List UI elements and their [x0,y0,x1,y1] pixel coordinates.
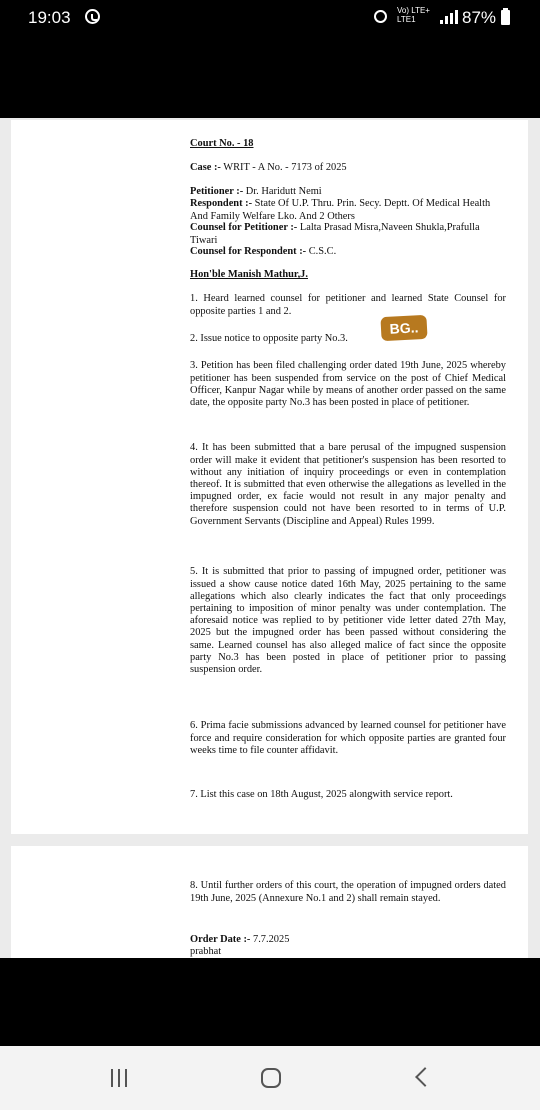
judge-name: Hon'ble Manish Mathur,J. [190,269,308,281]
bottom-black-area [0,958,540,1046]
paragraph-6: 6. Prima facie submissions advanced by learned counsel for petitioner have force and require consideration for which opposite parties are granted four weeks time to file counter affidavit. [190,720,506,756]
alarm-icon [374,10,387,23]
case-value: WRIT - A No. - 7173 of 2025 [223,162,347,174]
document-page-1 [11,120,528,834]
counsel-petitioner-value: Lalta Prasad Misra,Naveen Shukla,Prafulla Tiwari [190,222,480,246]
case-line [190,162,506,174]
petitioner-line [190,186,506,198]
paragraph-2: 2. Issue notice to opposite party No.3. [190,333,348,345]
paragraph-5: 5. It is submitted that prior to passing of impugned order, petitioner was issued a show cause notice dated 16th May, 2025 pertaining to the same allegations which also clearly indicates the fact that only proceedings pertaining to imposition of minor penalty was under contemplation. The aforesaid notice was replied to by petitioner vide letter dated 27th May, 2025 but the impugned order has been passed without considering the same. Learned counsel has also alleged malice of fact since the opposite party No.3 has been posted in place of petitioner prior to passing suspension order. [190,566,506,676]
petitioner-value: Dr. Haridutt Nemi [245,186,322,198]
order-date-line [190,934,506,946]
order-date-label: Order Date :- [190,934,251,946]
paragraph-1: 1. Heard learned counsel for petitioner and learned State Counsel for opposite parties 1 and 2. [190,293,506,317]
paragraph-8: 8. Until further orders of this court, the operation of impugned orders dated 19th June, 2025 (Annexure No.1 and 2) shall remain stayed. [190,880,506,904]
counsel-petitioner-line [190,222,506,246]
home-icon[interactable] [261,1068,281,1088]
respondent-line [190,198,506,222]
bg-stamp: BG.. [380,315,427,341]
paragraph-4: 4. It has been submitted that a bare perusal of the impugned suspension order will make it evident that petitioner's suspension has been resorted to without any initiation of inquiry proceedings or even in contemplation thereof. It is submitted that even otherwise the allegations as levelled in the impugned order, ex facie would not result in any major penalty and therefore suspension could not have been resorted to in terms of U.P. Government Servants (Discipline and Appeal) Rules 1999. [190,442,506,527]
counsel-respondent-line [190,246,506,258]
order-date-value: 7.7.2025 [253,934,290,946]
respondent-value: State Of U.P. Thru. Prin. Secy. Deptt. Of Medical Health And Family Welfare Lko. And 2 Others [190,198,491,222]
navigation-bar [0,1046,540,1110]
network-label: Vo) LTE+ LTE1 [397,6,430,24]
back-icon[interactable] [415,1067,435,1087]
battery-icon [501,10,510,25]
whatsapp-icon [85,9,100,24]
signal-icon [440,10,458,24]
case-label: Case :- [190,162,221,174]
recent-apps-icon[interactable] [111,1069,129,1087]
petitioner-label: Petitioner :- [190,186,244,198]
counsel-petitioner-label: Counsel for Petitioner :- [190,222,298,234]
document-page-2 [11,846,528,958]
signature-name: prabhat [190,946,222,958]
status-bar [0,0,540,34]
counsel-respondent-label: Counsel for Respondent :- [190,246,307,258]
paragraph-7: 7. List this case on 18th August, 2025 alongwith service report. [190,789,453,801]
counsel-respondent-value: C.S.C. [308,246,337,258]
status-time: 19:03 [28,8,71,27]
court-number: Court No. - 18 [190,138,254,150]
respondent-label: Respondent :- [190,198,253,210]
paragraph-3: 3. Petition has been filed challenging order dated 19th June, 2025 whereby petitioner has been suspended from service on the post of Chief Medical Officer, Kanpur Nagar while by means of another order passed on the same date, the opposite party No.3 has been posted in place of petitioner. [190,360,506,408]
battery-percent: 87% [462,8,497,27]
document-viewer[interactable] [0,118,540,958]
